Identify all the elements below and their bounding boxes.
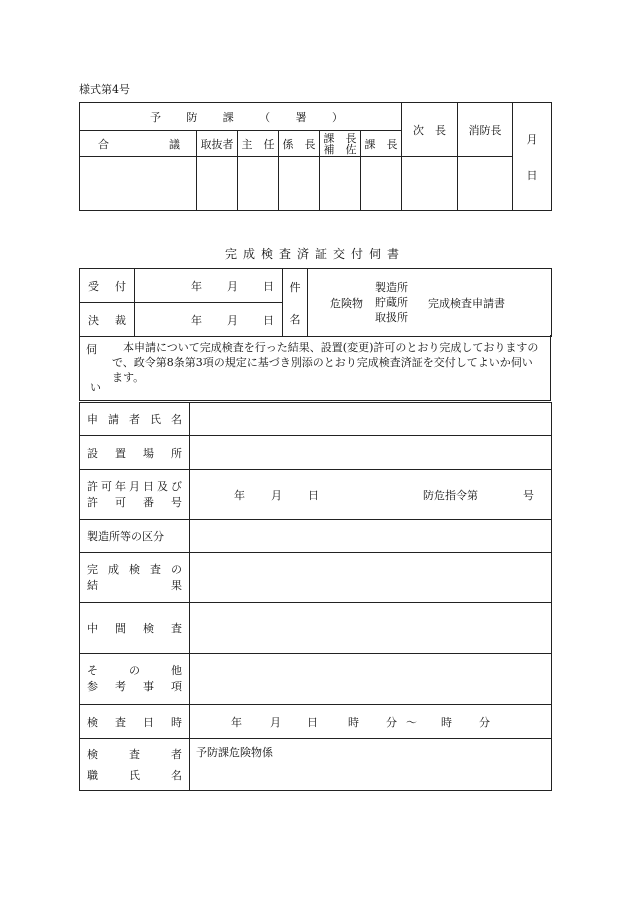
label-other-notes: そ の 他 参 考 事 項 <box>80 654 190 705</box>
col-kachohosa: 課 長 補 佐 <box>320 131 361 157</box>
dept-header: 予 防 課 （ 署 ） <box>80 103 402 131</box>
stamp-kachohosa <box>320 157 361 211</box>
label-inspector: 検 査 者 職 氏 名 <box>80 739 190 791</box>
header-table <box>79 268 552 337</box>
value-location <box>190 436 552 470</box>
shobocho-header: 消防長 <box>458 103 513 157</box>
col-kakaricho: 係 長 <box>279 131 320 157</box>
ukagai-label-top: 伺 <box>86 343 97 356</box>
value-permit: 年 月 日 防危指令第 号 <box>190 470 552 520</box>
value-applicant <box>190 403 552 436</box>
value-inspection-datetime: 年 月 日 時 分 〜 時 分 <box>190 705 552 739</box>
stamp-jicho <box>402 157 458 211</box>
stamp-goui <box>80 157 197 211</box>
value-other-notes <box>190 654 552 705</box>
kenmei-label: 件 名 <box>283 269 308 337</box>
stamp-kakaricho <box>279 157 320 211</box>
ukagai-label-bottom: い <box>90 381 101 394</box>
approval-table <box>79 102 552 211</box>
value-classification <box>190 520 552 553</box>
label-interim-inspection: 中 間 検 査 <box>80 603 190 654</box>
col-shunin: 主 任 <box>238 131 279 157</box>
uketsuke-label: 受 付 <box>80 269 135 303</box>
detail-table <box>79 402 552 791</box>
stamp-shunin <box>238 157 279 211</box>
label-inspection-result: 完 成 検 査 の 結 果 <box>80 553 190 603</box>
label-applicant: 申 請 者 氏 名 <box>80 403 190 436</box>
stamp-shobocho <box>458 157 513 211</box>
label-classification: 製造所等の区分 <box>80 520 190 553</box>
stamp-toribatsusha <box>197 157 238 211</box>
date-cell: 月 日 <box>513 103 552 211</box>
value-inspector: 予防課危険物係 <box>190 739 552 791</box>
goui-header: 合 議 <box>80 131 197 157</box>
kenmei-value: 危険物 製造所 貯蔵所 取扱所 完成検査申請書 <box>308 269 552 337</box>
ukagai-section <box>79 335 551 401</box>
value-inspection-result <box>190 553 552 603</box>
stamp-kacho <box>361 157 402 211</box>
jicho-header: 次 長 <box>402 103 458 157</box>
kessai-label: 決 裁 <box>80 303 135 337</box>
col-kacho: 課 長 <box>361 131 402 157</box>
label-location: 設 置 場 所 <box>80 436 190 470</box>
ukagai-text: 本申請について完成検査を行った結果、設置(変更)許可のとおり完成しておりますので、政令第8条第3項の規定に基づき別添のとおり完成検査済証を交付してよいか伺います。 <box>112 341 539 384</box>
label-inspection-datetime: 検 査 日 時 <box>80 705 190 739</box>
kessai-date: 年 月 日 <box>135 303 283 337</box>
form-number: 様式第4号 <box>79 83 130 96</box>
document-title: 完成検査済証交付伺書 <box>224 247 405 261</box>
value-interim-inspection <box>190 603 552 654</box>
label-permit: 許 可 年 月 日 及 び 許 可 番 号 <box>80 470 190 520</box>
uketsuke-date: 年 月 日 <box>135 269 283 303</box>
col-toribatsusha: 取抜者 <box>197 131 238 157</box>
